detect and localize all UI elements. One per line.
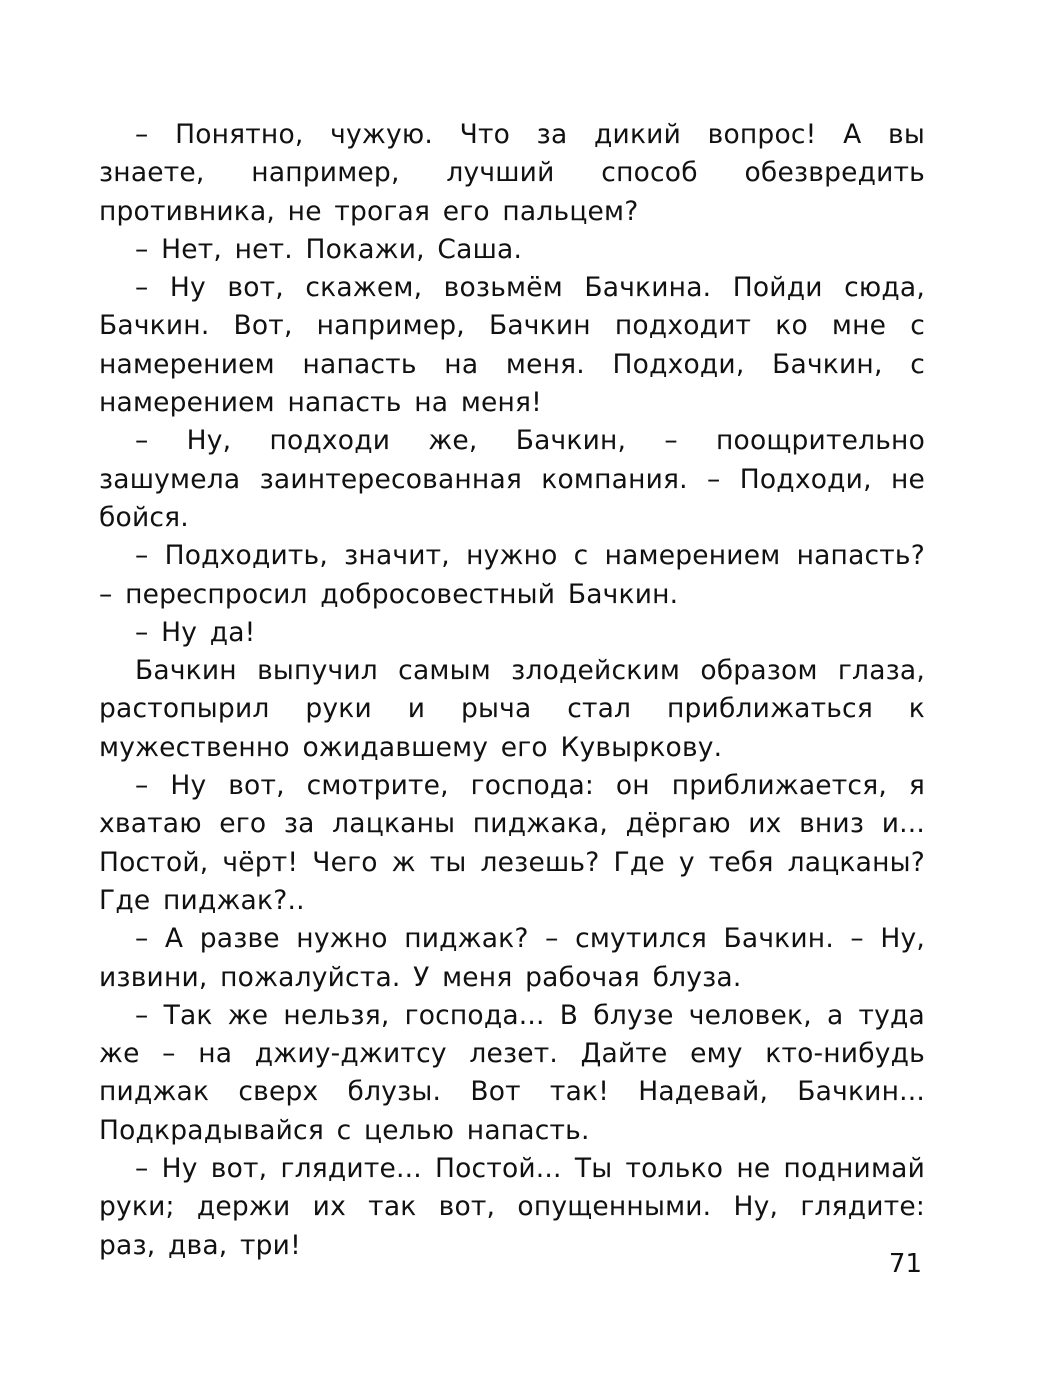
body-text xyxy=(99,116,925,1265)
paragraph: – Так же нельзя, господа... В блузе человек, а туда же – на джиу-джитсу лезет. Дайте ему кто-нибудь пиджак сверх блузы. Вот так! Надевай, Бачкин... Подкрадывайся с целью напасть. xyxy=(99,999,925,1146)
paragraph: – Подходить, значит, нужно с намерением напасть? – переспросил добросовестный Бачкин. xyxy=(99,540,925,610)
paragraph: – Понятно, чужую. Что за дикий вопрос! А вы знаете, например, лучший способ обезвредить противника, не трогая его пальцем? xyxy=(99,119,925,227)
paragraph: – Ну да! xyxy=(135,616,256,648)
paragraph: – Ну вот, глядите... Постой... Ты только не поднимай руки; держи их так вот, опущенными. Ну, глядите: раз, два, три! xyxy=(99,1153,925,1261)
paragraph: – Ну вот, скажем, возьмём Бачкина. Пойди сюда, Бачкин. Вот, например, Бачкин подходит ко мне с намерением напасть на меня. Подходи, Бачкин, с намерением напасть на меня! xyxy=(99,272,925,419)
paragraph: – Ну, подходи же, Бачкин, – поощрительно зашумела заинтересованная компания. – Подходи, не бойся. xyxy=(99,425,925,533)
paragraph: Бачкин выпучил самым злодейским образом глаза, растопырил руки и рыча стал приближаться к мужественно ожидавшему его Кувыркову. xyxy=(99,655,925,763)
paragraph: – А разве нужно пиджак? – смутился Бачкин. – Ну, извини, пожалуйста. У меня рабочая блуза. xyxy=(99,923,925,993)
paragraph: – Нет, нет. Покажи, Саша. xyxy=(135,233,523,265)
paragraph: – Ну вот, смотрите, господа: он приближается, я хватаю его за лацканы пиджака, дёргаю их вниз и... Постой, чёрт! Чего ж ты лезешь? Где у тебя лацканы? Где пиджак?.. xyxy=(99,770,925,916)
page-number: 71 xyxy=(888,1249,922,1279)
